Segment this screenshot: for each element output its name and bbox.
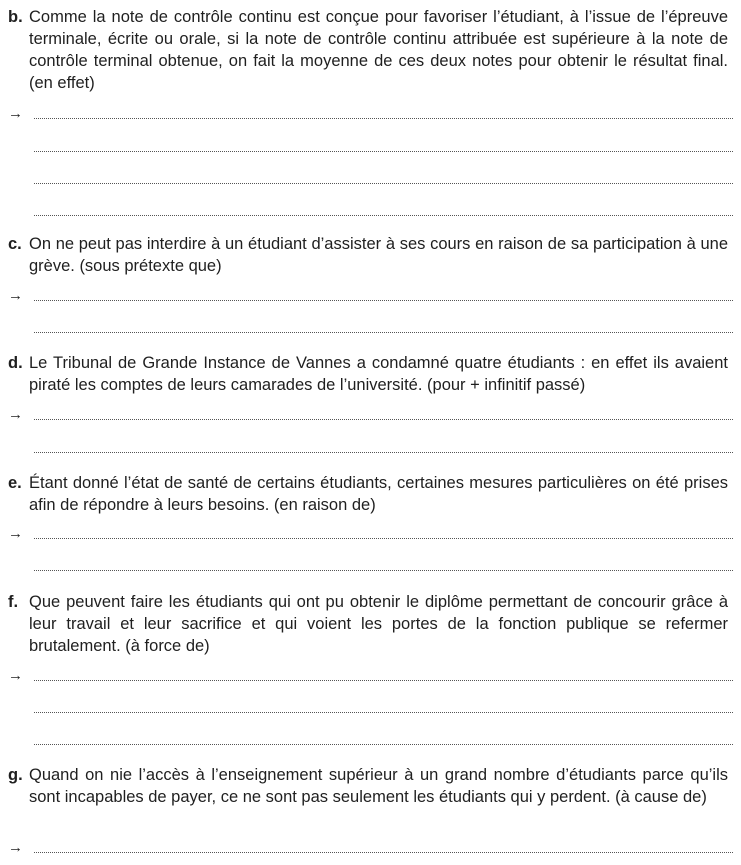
dotted-line — [34, 419, 733, 420]
exercise-b-text: Comme la note de contrôle continu est conçue pour favoriser l’étudiant, à l’issue de l’épreuve terminale, écrite ou orale, si la note de contrôle continu attribuée est supérieure à la note de contrôle terminal obtenue, on fait la moyenne de ces deux notes pour obtenir le résultat final. (en effet) — [29, 8, 728, 92]
answer-arrow-icon: → — [8, 406, 23, 423]
dotted-line — [34, 183, 733, 184]
exercise-c-text: On ne peut pas interdire à un étudiant d’assister à ses cours en raison de sa participation à une grève. (sous prétexte que) — [29, 235, 728, 275]
dotted-line — [34, 452, 733, 453]
exercise-c-answer-line-2[interactable] — [34, 326, 733, 340]
exercise-c-answer-line-1[interactable] — [8, 287, 733, 308]
dotted-line — [34, 744, 733, 745]
dotted-line — [34, 712, 733, 713]
exercise-d-text: Le Tribunal de Grande Instance de Vannes a condamné quatre étudiants : en effet ils avaient piraté les comptes de leurs camarades de l’université. (pour + infinitif passé) — [29, 354, 728, 394]
exercise-g-text: Quand on nie l’accès à l’enseignement supérieur à un grand nombre d’étudiants parce qu’ils sont incapables de payer, ce ne sont pas seulement les étudiants qui y perdent. (à cause de) — [29, 766, 728, 806]
answer-arrow-icon: → — [8, 839, 23, 856]
exercise-f-answer-line-1[interactable] — [8, 667, 733, 688]
dotted-line — [34, 300, 733, 301]
dotted-line — [34, 852, 733, 853]
answer-arrow-icon: → — [8, 667, 23, 684]
dotted-line — [34, 570, 733, 571]
exercise-b-answer-line-1[interactable] — [8, 105, 733, 126]
exercise-g-answer-line-1[interactable] — [8, 839, 733, 860]
exercise-e-question — [8, 472, 728, 516]
exercise-d-letter: d. — [8, 354, 23, 372]
exercise-e-answer-line-1[interactable] — [8, 525, 733, 546]
exercise-f-answer-line-2[interactable] — [34, 706, 733, 720]
dotted-line — [34, 332, 733, 333]
exercise-b-answer-line-3[interactable] — [34, 177, 733, 191]
exercise-e-letter: e. — [8, 474, 22, 492]
exercise-b-question — [8, 6, 728, 94]
dotted-line — [34, 215, 733, 216]
exercise-d-question — [8, 352, 728, 396]
exercise-d-answer-line-2[interactable] — [34, 446, 733, 460]
exercise-f-question — [8, 591, 728, 657]
exercise-f-answer-line-3[interactable] — [34, 738, 733, 752]
exercise-f-text: Que peuvent faire les étudiants qui ont pu obtenir le diplôme permettant de concourir grâce à leur travail et leur sacrifice et qui voient les portes de la fonction publique se refermer brutalement. (à force de) — [29, 593, 728, 655]
dotted-line — [34, 680, 733, 681]
dotted-line — [34, 151, 733, 152]
exercise-d-answer-line-1[interactable] — [8, 406, 733, 427]
exercise-b-answer-line-2[interactable] — [34, 145, 733, 159]
exercise-b-answer-line-4[interactable] — [34, 209, 733, 223]
exercise-g-letter: g. — [8, 766, 23, 784]
dotted-line — [34, 118, 733, 119]
answer-arrow-icon: → — [8, 105, 23, 122]
exercise-c-letter: c. — [8, 235, 22, 253]
dotted-line — [34, 538, 733, 539]
exercise-f-letter: f. — [8, 593, 19, 611]
exercise-g-question — [8, 764, 728, 808]
answer-arrow-icon: → — [8, 287, 23, 304]
exercise-e-text: Étant donné l’état de santé de certains étudiants, certaines mesures particulières on été prises afin de répondre à leurs besoins. (en raison de) — [29, 474, 728, 514]
exercise-e-answer-line-2[interactable] — [34, 564, 733, 578]
exercise-c-question — [8, 233, 728, 277]
answer-arrow-icon: → — [8, 525, 23, 542]
exercise-b-letter: b. — [8, 8, 23, 26]
